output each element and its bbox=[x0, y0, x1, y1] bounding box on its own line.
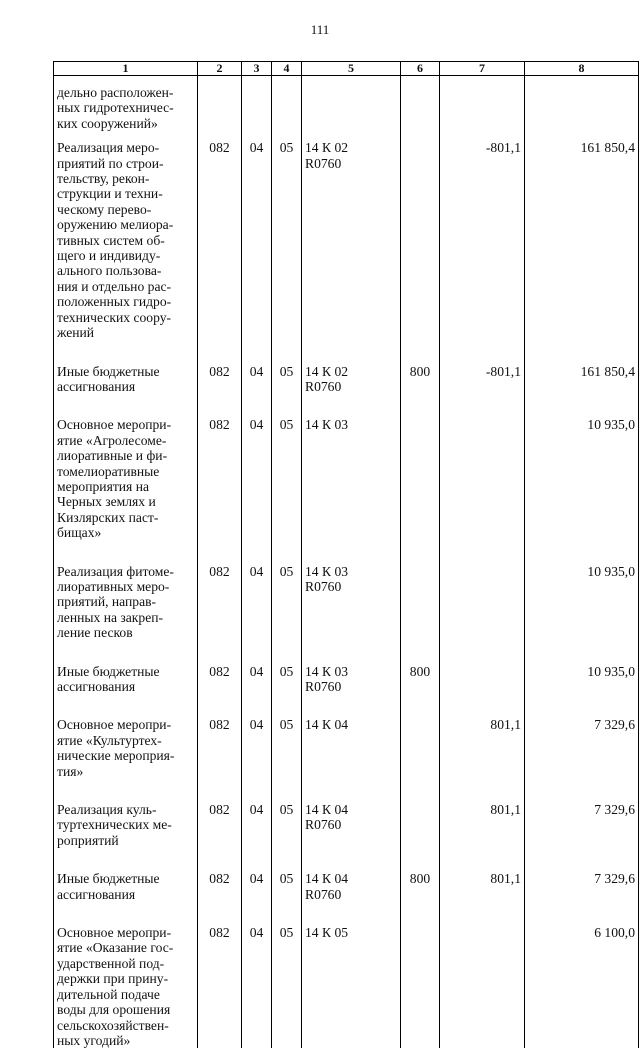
row-name: Основное меропри- ятие «Агролесоме- лиоративные и фи- томелиоративные мероприятия на Черных землях и Кизлярских паст- бищах» bbox=[54, 417, 198, 563]
cell-expense bbox=[401, 140, 440, 363]
cell-expense bbox=[401, 717, 440, 802]
cell-change bbox=[440, 925, 525, 1048]
row-name: Основное меропри- ятие «Культуртех- нические мероприя- тия» bbox=[54, 717, 198, 802]
column-header-4: 4 bbox=[272, 62, 302, 76]
cell-change: -801,1 bbox=[440, 140, 525, 363]
cell-section bbox=[242, 76, 272, 141]
row-name: дельно расположен- ных гидротехничес- ких сооружений» bbox=[54, 76, 198, 141]
row-name: Иные бюджетные ассигнования bbox=[54, 871, 198, 925]
table-row bbox=[54, 364, 639, 418]
cell-target: 14 К 03 R0760 bbox=[302, 564, 401, 664]
cell-section: 04 bbox=[242, 664, 272, 718]
cell-section: 04 bbox=[242, 564, 272, 664]
table-row bbox=[54, 417, 639, 563]
cell-subsection: 05 bbox=[272, 364, 302, 418]
cell-subsection: 05 bbox=[272, 871, 302, 925]
cell-ministry: 082 bbox=[198, 871, 242, 925]
cell-target: 14 К 02 R0760 bbox=[302, 364, 401, 418]
cell-change: 801,1 bbox=[440, 871, 525, 925]
cell-expense bbox=[401, 564, 440, 664]
cell-section: 04 bbox=[242, 925, 272, 1048]
cell-target: 14 К 04 R0760 bbox=[302, 802, 401, 871]
cell-subsection: 05 bbox=[272, 417, 302, 563]
cell-ministry: 082 bbox=[198, 364, 242, 418]
cell-target: 14 К 03 bbox=[302, 417, 401, 563]
cell-target: 14 К 05 bbox=[302, 925, 401, 1048]
cell-total: 10 935,0 bbox=[525, 417, 639, 563]
cell-expense bbox=[401, 925, 440, 1048]
column-header-8: 8 bbox=[525, 62, 639, 76]
table-body bbox=[54, 76, 639, 1048]
cell-expense: 800 bbox=[401, 364, 440, 418]
cell-total: 7 329,6 bbox=[525, 802, 639, 871]
table-row bbox=[54, 717, 639, 802]
header-row bbox=[54, 62, 639, 76]
cell-ministry bbox=[198, 76, 242, 141]
cell-target: 14 К 02 R0760 bbox=[302, 140, 401, 363]
table-row bbox=[54, 871, 639, 925]
cell-expense bbox=[401, 417, 440, 563]
row-name: Реализация меро- приятий по строи- тельству, рекон- струкции и техни- ческому перево- оружению мелиора- тивных систем об- щего и индивиду- ального пользова- ния и отдельно рас- положенных гидро- технических соору- жений bbox=[54, 140, 198, 363]
cell-change: 801,1 bbox=[440, 802, 525, 871]
table-row bbox=[54, 802, 639, 871]
cell-ministry: 082 bbox=[198, 664, 242, 718]
cell-subsection: 05 bbox=[272, 717, 302, 802]
cell-change bbox=[440, 664, 525, 718]
cell-subsection: 05 bbox=[272, 664, 302, 718]
cell-total: 161 850,4 bbox=[525, 364, 639, 418]
cell-change: 801,1 bbox=[440, 717, 525, 802]
cell-total bbox=[525, 76, 639, 141]
cell-expense bbox=[401, 76, 440, 141]
cell-ministry: 082 bbox=[198, 140, 242, 363]
cell-section: 04 bbox=[242, 417, 272, 563]
cell-total: 6 100,0 bbox=[525, 925, 639, 1048]
column-header-3: 3 bbox=[242, 62, 272, 76]
cell-ministry: 082 bbox=[198, 802, 242, 871]
cell-total: 161 850,4 bbox=[525, 140, 639, 363]
table-row bbox=[54, 664, 639, 718]
cell-total: 10 935,0 bbox=[525, 564, 639, 664]
cell-section: 04 bbox=[242, 364, 272, 418]
cell-subsection bbox=[272, 76, 302, 141]
cell-subsection: 05 bbox=[272, 140, 302, 363]
cell-total: 10 935,0 bbox=[525, 664, 639, 718]
row-name: Основное меропри- ятие «Оказание гос- ударственной под- держки при прину- дительной подаче воды для орошения сельскохозяйствен- ных угодий» bbox=[54, 925, 198, 1048]
table-row bbox=[54, 925, 639, 1048]
cell-section: 04 bbox=[242, 871, 272, 925]
cell-ministry: 082 bbox=[198, 417, 242, 563]
row-name: Иные бюджетные ассигнования bbox=[54, 664, 198, 718]
cell-subsection: 05 bbox=[272, 802, 302, 871]
cell-total: 7 329,6 bbox=[525, 717, 639, 802]
cell-ministry: 082 bbox=[198, 564, 242, 664]
row-name: Иные бюджетные ассигнования bbox=[54, 364, 198, 418]
cell-expense: 800 bbox=[401, 664, 440, 718]
cell-expense bbox=[401, 802, 440, 871]
cell-section: 04 bbox=[242, 717, 272, 802]
column-header-2: 2 bbox=[198, 62, 242, 76]
column-header-7: 7 bbox=[440, 62, 525, 76]
cell-change bbox=[440, 417, 525, 563]
cell-section: 04 bbox=[242, 802, 272, 871]
page-number: 111 bbox=[0, 22, 640, 38]
cell-ministry: 082 bbox=[198, 925, 242, 1048]
cell-target: 14 К 03 R0760 bbox=[302, 664, 401, 718]
cell-subsection: 05 bbox=[272, 925, 302, 1048]
table-row-continuation bbox=[54, 76, 639, 141]
cell-target bbox=[302, 76, 401, 141]
table-row bbox=[54, 140, 639, 363]
cell-change bbox=[440, 564, 525, 664]
column-header-5: 5 bbox=[302, 62, 401, 76]
row-name: Реализация фитоме- лиоративных меро- приятий, направ- ленных на закреп- ление песков bbox=[54, 564, 198, 664]
cell-ministry: 082 bbox=[198, 717, 242, 802]
table-row bbox=[54, 564, 639, 664]
cell-subsection: 05 bbox=[272, 564, 302, 664]
cell-expense: 800 bbox=[401, 871, 440, 925]
cell-change bbox=[440, 76, 525, 141]
cell-total: 7 329,6 bbox=[525, 871, 639, 925]
cell-target: 14 К 04 bbox=[302, 717, 401, 802]
budget-table bbox=[53, 61, 639, 1048]
column-header-1: 1 bbox=[54, 62, 198, 76]
cell-change: -801,1 bbox=[440, 364, 525, 418]
column-header-6: 6 bbox=[401, 62, 440, 76]
row-name: Реализация куль- туртехнических ме- роприятий bbox=[54, 802, 198, 871]
cell-section: 04 bbox=[242, 140, 272, 363]
cell-target: 14 К 04 R0760 bbox=[302, 871, 401, 925]
